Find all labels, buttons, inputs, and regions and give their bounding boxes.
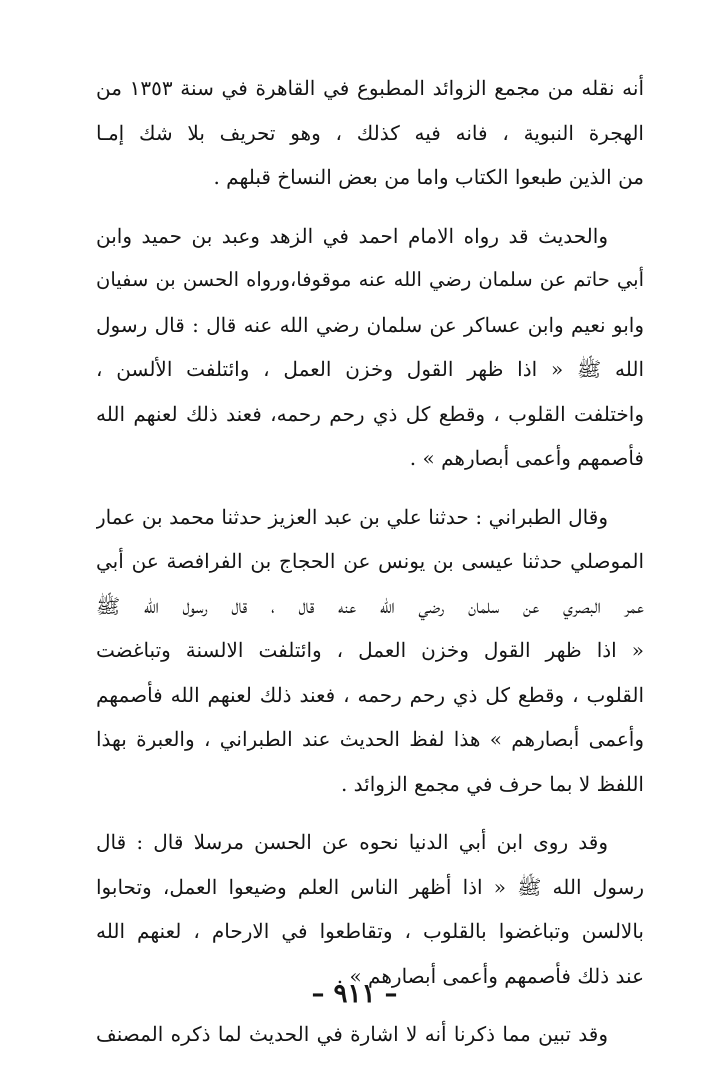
paragraph-2 <box>96 214 644 481</box>
paragraph-5 <box>96 1012 644 1057</box>
text-line: فأصمهم وأعمى أبصارهم » . <box>409 446 644 470</box>
text-line: أنه نقله من مجمع الزوائد المطبوع في القاهرة في سنة ١٣٥٣ من <box>96 76 644 100</box>
paragraph-1 <box>96 66 644 200</box>
text-line: اللفظ لا بما حرف في مجمع الزوائد . <box>340 771 644 796</box>
text-line: بالالسن وتباغضوا بالقلوب ، وتقاطعوا في الارحام ، لعنهم الله <box>96 919 644 943</box>
text-line: وأعمى أبصارهم » هذا لفظ الحديث عند الطبراني ، والعبرة بهذا <box>96 727 644 751</box>
text-line: أبي حاتم عن سلمان رضي الله عنه موقوفا،ورواه الحسن بن سفيان <box>96 268 644 291</box>
text-line: وقال الطبراني : حدثنا علي بن عبد العزيز حدثنا محمد بن عمار <box>96 504 608 529</box>
text-line: من الذين طبعوا الكتاب واما من بعض النساخ قبلهم . <box>213 165 644 189</box>
text-line: الله ﷺ « اذا ظهر القول وخزن العمل ، وائتلفت الألسن ، <box>96 357 644 381</box>
text-line: وقد روى ابن أبي الدنيا نحوه عن الحسن مرسلا قال : قال <box>96 830 608 854</box>
text-line: عمر البصري عن سلمان رضي الله عنه قال ، قال رسول الله ﷺ <box>96 593 644 618</box>
text-line: القلوب ، وقطع كل ذي رحم رحمه ، فعند ذلك لعنهم الله فأصمهم <box>96 682 644 707</box>
text-line: وابو نعيم وابن عساكر عن سلمان رضي الله عنه قال : قال رسول <box>96 312 644 337</box>
text-line: عند ذلك فأصمهم وأعمى أبصارهم » . <box>336 963 644 988</box>
page-body <box>96 66 644 1057</box>
page-number: – ٩١١ – <box>311 979 398 1009</box>
text-line: واختلفت القلوب ، وقطع كل ذي رحم رحمه، فعند ذلك لعنهم الله <box>96 401 644 426</box>
paragraph-3 <box>96 495 644 807</box>
text-line: رسول الله ﷺ « اذا أظهر الناس العلم وضيعوا العمل، وتحابوا <box>96 874 644 899</box>
text-line: وقد تبين مما ذكرنا أنه لا اشارة في الحديث لما ذكره المصنف <box>96 1022 608 1046</box>
text-line: الموصلي حدثنا عيسى بن يونس عن الحجاج بن الفرافصة عن أبي <box>96 549 644 573</box>
text-line: والحديث قد رواه الامام احمد في الزهد وعبد بن حميد وابن <box>96 223 608 248</box>
text-line: « اذا ظهر القول وخزن العمل ، وائتلفت الالسنة وتباغضت <box>96 638 644 662</box>
text-line: الهجرة النبوية ، فانه فيه كذلك ، وهو تحريف بلا شك إمـا <box>96 120 644 145</box>
